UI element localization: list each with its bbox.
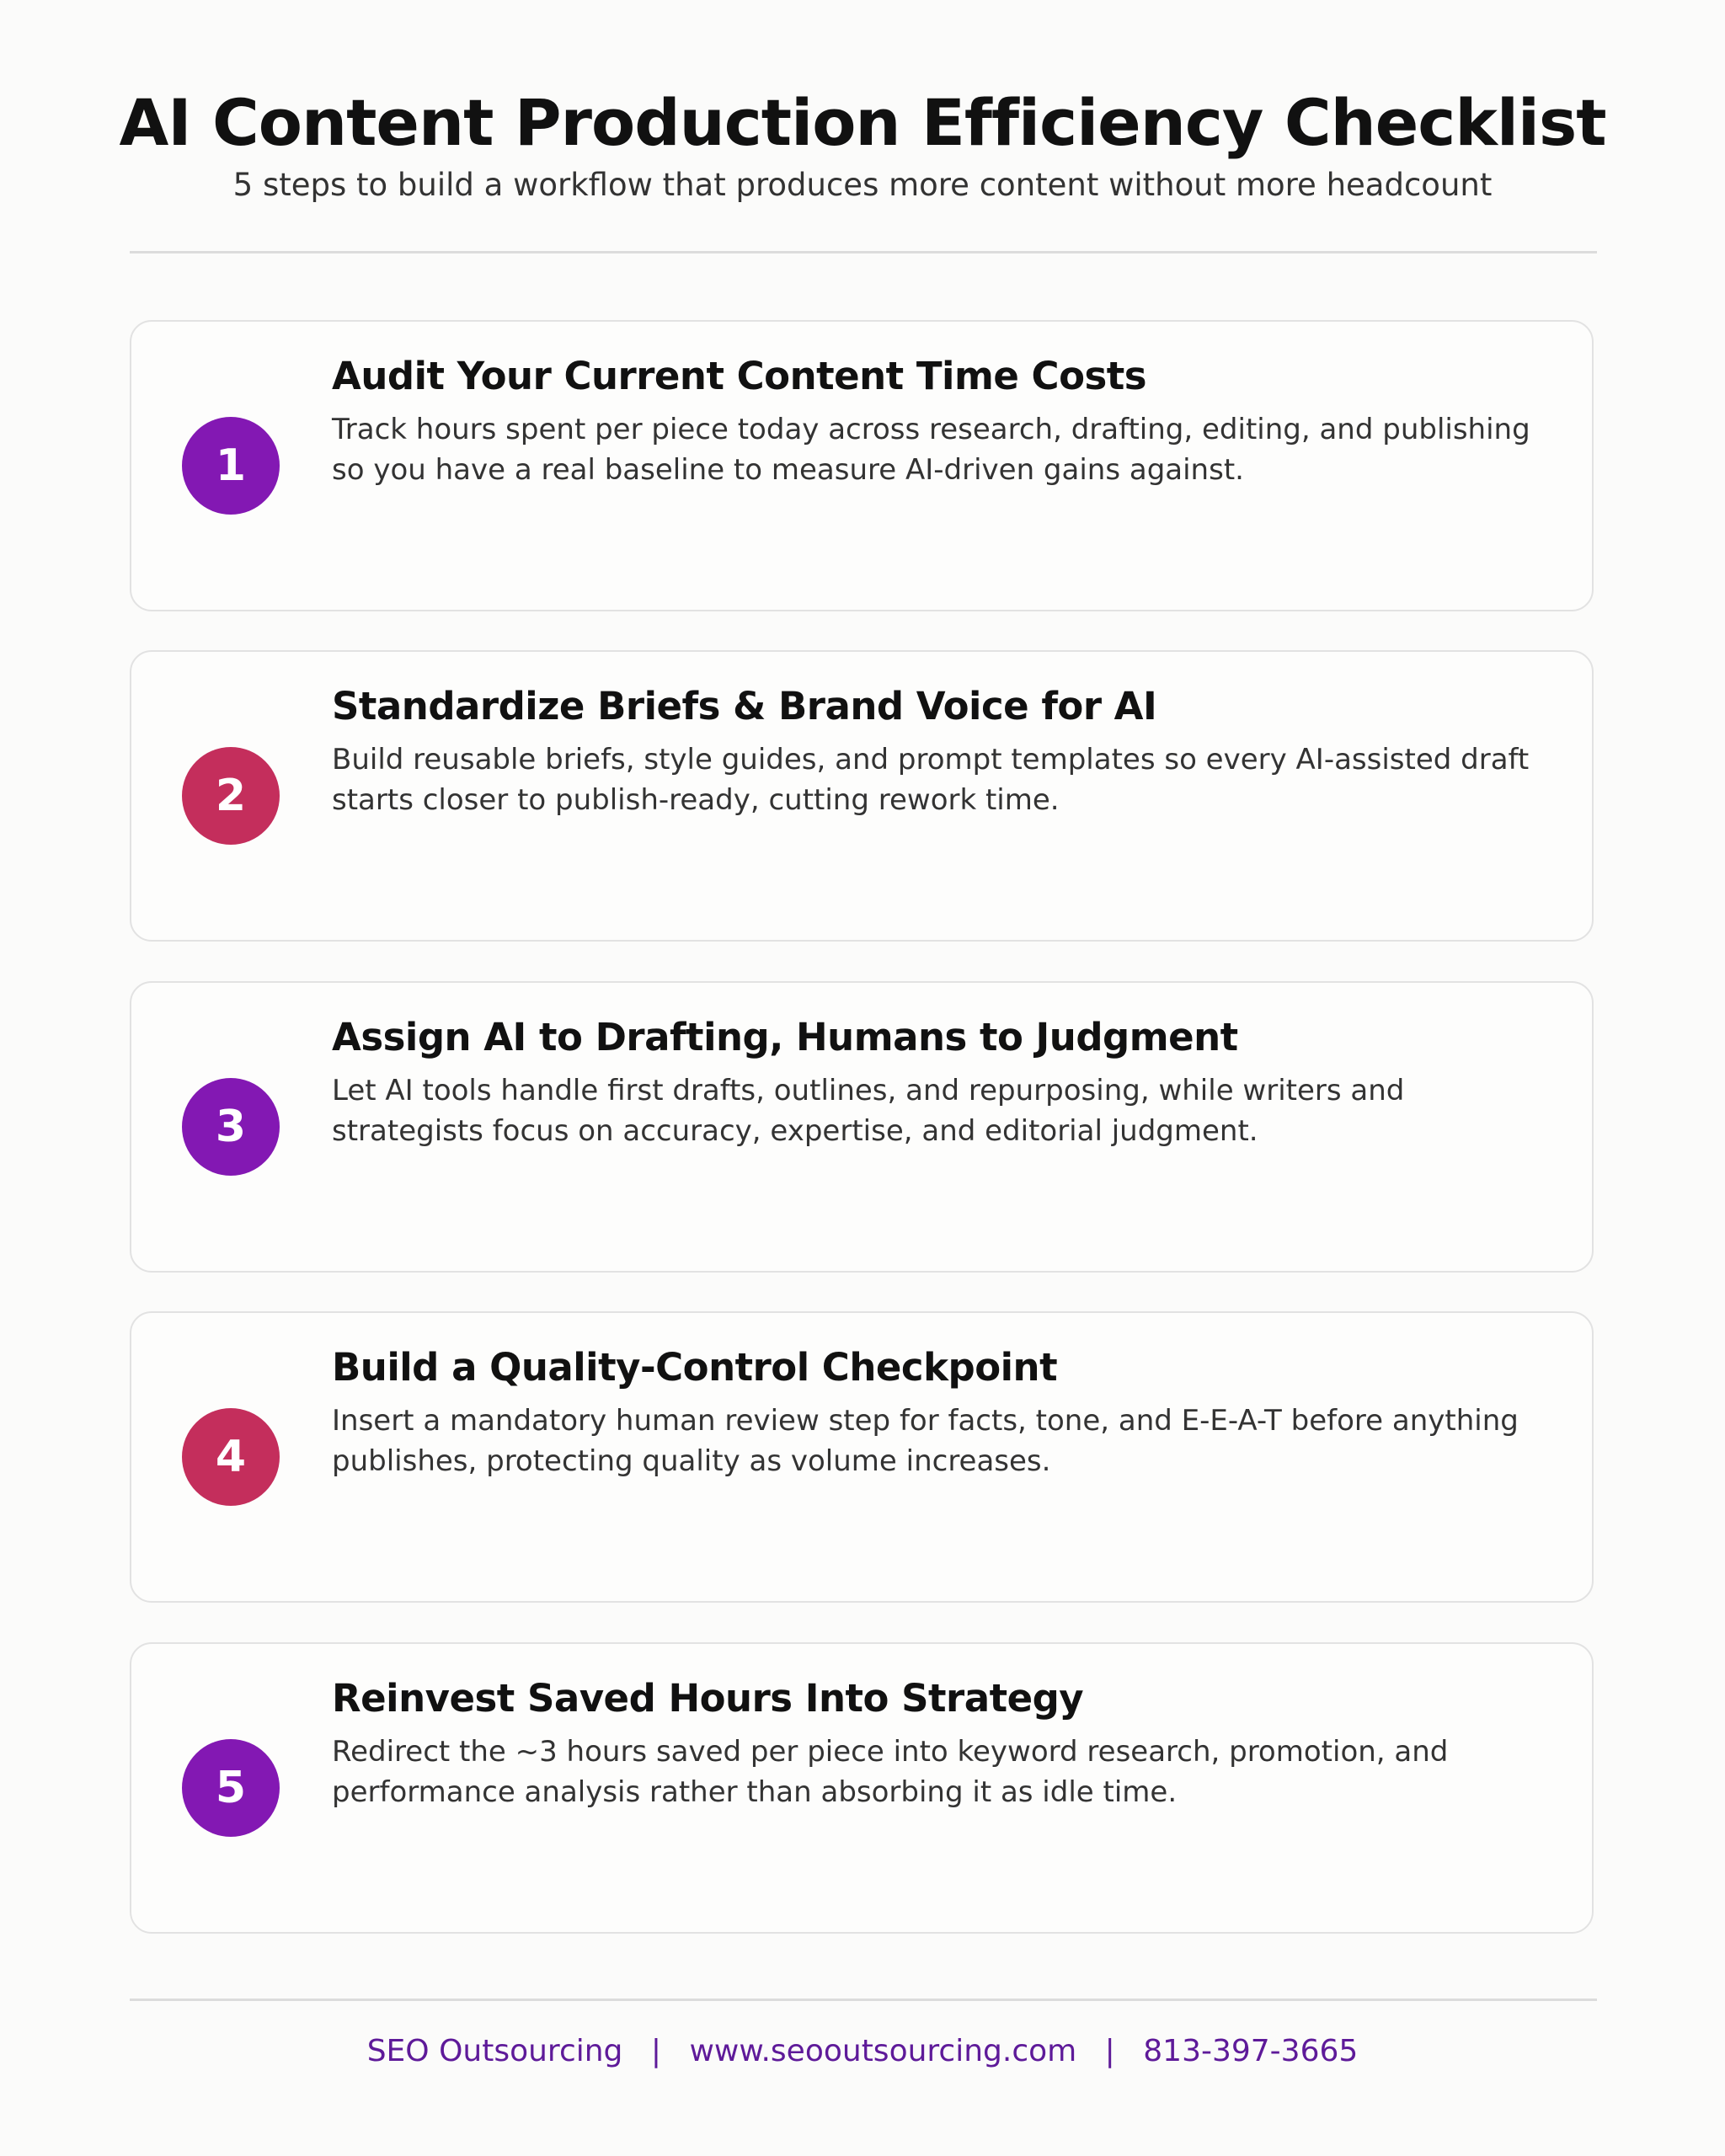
step-description: Build reusable briefs, style guides, and prompt templates so every AI-assisted draft starts closer to publish-ready, cutting rework time. bbox=[332, 743, 1530, 817]
footer-separator: | bbox=[650, 2034, 661, 2068]
step-number-badge: 1 bbox=[182, 417, 280, 515]
step-description: Insert a mandatory human review step for facts, tone, and E-E-A-T before anything publishes, protecting quality as volume increases. bbox=[332, 1404, 1519, 1478]
step-description: Redirect the ~3 hours saved per piece into keyword research, promotion, and performance analysis rather than absorbing it as idle time. bbox=[332, 1735, 1449, 1809]
step-title: Build a Quality-Control Checkpoint bbox=[332, 1345, 1058, 1390]
footer bbox=[0, 2033, 1725, 2069]
step-card-4 bbox=[130, 1311, 1594, 1603]
footer-divider bbox=[130, 1999, 1597, 2001]
step-card-2 bbox=[130, 650, 1594, 942]
step-title: Audit Your Current Content Time Costs bbox=[332, 354, 1147, 398]
step-number-badge: 5 bbox=[182, 1739, 280, 1837]
page-subtitle: 5 steps to build a workflow that produces more content without more headcount bbox=[232, 167, 1493, 203]
footer-company: SEO Outsourcing bbox=[366, 2034, 623, 2068]
step-title: Standardize Briefs & Brand Voice for AI bbox=[332, 684, 1157, 728]
page-title: AI Content Production Efficiency Checklist bbox=[119, 85, 1606, 160]
step-number-badge: 3 bbox=[182, 1078, 280, 1176]
step-card-5 bbox=[130, 1642, 1594, 1934]
footer-phone[interactable]: 813-397-3665 bbox=[1143, 2034, 1359, 2068]
step-description: Let AI tools handle first drafts, outlines, and repurposing, while writers and strategists focus on accuracy, expertise, and editorial judgment. bbox=[332, 1074, 1405, 1148]
step-title: Reinvest Saved Hours Into Strategy bbox=[332, 1676, 1084, 1721]
step-title: Assign AI to Drafting, Humans to Judgment bbox=[332, 1015, 1238, 1059]
step-card-1 bbox=[130, 320, 1594, 611]
step-number-badge: 4 bbox=[182, 1408, 280, 1506]
footer-website-link[interactable]: www.seooutsourcing.com bbox=[689, 2034, 1077, 2068]
step-card-3 bbox=[130, 981, 1594, 1273]
step-number-badge: 2 bbox=[182, 747, 280, 845]
footer-separator: | bbox=[1104, 2034, 1115, 2068]
step-description: Track hours spent per piece today across research, drafting, editing, and publishing so you have a real baseline to measure AI-driven gains against. bbox=[332, 413, 1530, 487]
header-divider bbox=[130, 251, 1597, 253]
